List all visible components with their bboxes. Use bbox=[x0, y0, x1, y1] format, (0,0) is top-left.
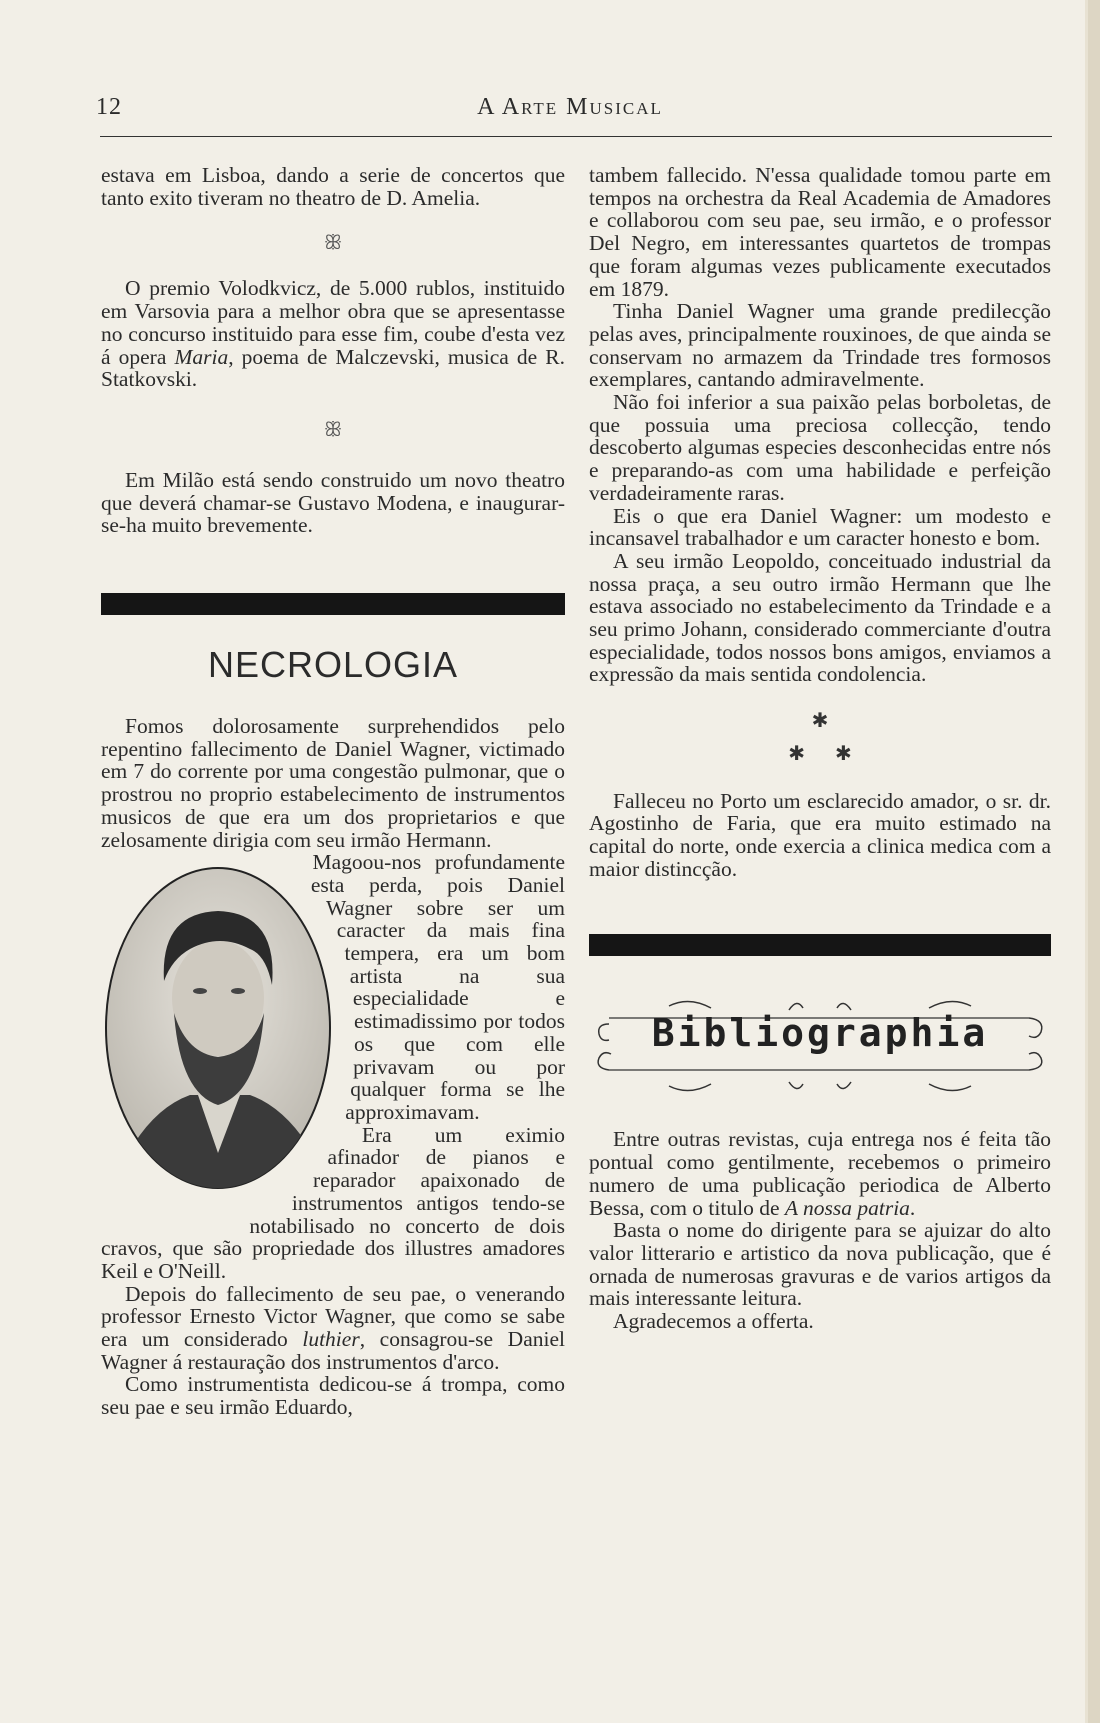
section-heading-bibliographia: Bibliographia bbox=[651, 1011, 989, 1056]
paragraph-r3: Não foi inferior a sua paixão pelas borboletas, de que possuia uma preciosa collecção, tendo descoberto algumas especies desconhecidas entre nós e preparando-as com uma habilidade e perfeição verdadeiramente raras. bbox=[589, 390, 1051, 505]
paragraph-r2: Tinha Daniel Wagner uma grande predilecção pelas aves, principalmente rouxinoes, de que ainda se conservam no armazem da Trindade tres formosos exemplares, cantando admiravelmente. bbox=[589, 299, 1051, 392]
paragraph-r6: Falleceu no Porto um esclarecido amador, o sr. dr. Agostinho de Faria, que era muito estimado na capital do norte, onde exercia a clinica medica com a maior distincção. bbox=[589, 788, 1051, 881]
paragraph-lisboa: estava em Lisboa, dando a serie de concertos que tanto exito tiveram no theatro de D. Amelia. bbox=[101, 163, 565, 210]
page-number: 12 bbox=[96, 94, 122, 120]
ornament-divider: ꕥ bbox=[323, 232, 343, 255]
page-edge-shadow bbox=[1085, 0, 1088, 1723]
paragraph-necro-2: Magoou-nos profundamente esta perda, pois Daniel Wagner sobre ser um caracter da mais fina tempera, era um bom artista na sua especialidade e estimadissimo por todos os que com elle privavam ou por qualquer forma se lhe approximavam. bbox=[101, 851, 565, 1123]
paragraph-necro-4: Depois do fallecimento de seu pae, o venerando professor Ernesto Victor Wagner, que como se sabe era um considerado luthier, consagrou-se Daniel Wagner á restauração dos instrumentos d'arco. bbox=[101, 1281, 565, 1374]
paragraph-b3: Agradecemos a offerta. bbox=[613, 1309, 814, 1334]
section-rule bbox=[589, 934, 1051, 956]
portrait-daniel-wagner bbox=[100, 863, 340, 1213]
paragraph-milao: Em Milão está sendo construido um novo theatro que deverá chamar-se Gustavo Modena, e inaugurar-se-ha muito brevemente. bbox=[101, 467, 565, 538]
ornament-divider: ꕥ bbox=[323, 418, 343, 441]
paragraph-necro-1: Fomos dolorosamente surprehendidos pelo repentino fallecimento de Daniel Wagner, victimado em 7 do corrente por uma congestão pulmonar, que o prostrou no proprio estabelecimento de instrumentos musicos de que era um dos proprietarios e que zelosamente dirigia com seu irmão Hermann. bbox=[101, 714, 565, 852]
asterism-top: ✱ bbox=[811, 710, 829, 733]
paragraph-b2: Basta o nome do dirigente para se ajuizar do alto valor litterario e artistico da nova publicação, que é ornada de numerosas gravuras e de varios artigos da mais interessante leitura. bbox=[589, 1218, 1051, 1311]
paragraph-r4: Eis o que era Daniel Wagner: um modesto e incansavel trabalhador e um caracter honesto e bom. bbox=[589, 503, 1051, 551]
page-edge bbox=[1088, 0, 1100, 1723]
asterism-bottom: ✱ ✱ bbox=[788, 742, 852, 765]
paragraph-volodkvicz: O premio Volodkvicz, de 5.000 rublos, instituido em Varsovia para a melhor obra que se apresentasse no concurso instituido para esse fim, coube d'esta vez á opera Maria, poema de Malczevski, musica de R. Statkovski. bbox=[101, 276, 565, 392]
paragraph-r5: A seu irmão Leopoldo, conceituado industrial da nossa praça, a seu outro irmão Hermann que lhe estava associado no estabelecimento da Trindade e a seu primo Johann, considerado commerciante d'outra especialidade, todos nossos bons amigos, enviamos a expressão da mais sentida condolencia. bbox=[589, 548, 1051, 687]
paragraph-r1: tambem fallecido. N'essa qualidade tomou parte em tempos na orchestra da Real Academia de Amadores e collaborou com seu pae, seu irmão, e o professor Del Negro, em interessantes quartetos de trompas que foram algumas vezes publicamente executados em 1879. bbox=[589, 163, 1051, 301]
section-heading-necrologia: NECROLOGIA bbox=[207, 644, 459, 686]
right-column bbox=[589, 164, 1051, 1333]
section-rule bbox=[101, 593, 565, 615]
paragraph-necro-3: Era um eximio afinador de pianos e reparador apaixonado de instrumentos antigos tendo-se notabilisado no concerto de dois cravos, que são propriedade dos illustres amadores Keil e O'Neill. bbox=[101, 1122, 565, 1283]
paragraph-b1: Entre outras revistas, cuja entrega nos é feita tão pontual como gentilmente, recebemos o primeiro numero de uma publicação periodica de Alberto Bessa, com o titulo de A nossa patria. bbox=[589, 1127, 1051, 1220]
paragraph-necro-5: Como instrumentista dedicou-se á trompa, como seu pae e seu irmão Eduardo, bbox=[101, 1372, 565, 1420]
running-title: A Arte Musical bbox=[477, 94, 663, 120]
bibliographia-banner bbox=[589, 988, 1051, 1106]
left-column bbox=[101, 164, 565, 1419]
header-rule bbox=[100, 136, 1052, 137]
